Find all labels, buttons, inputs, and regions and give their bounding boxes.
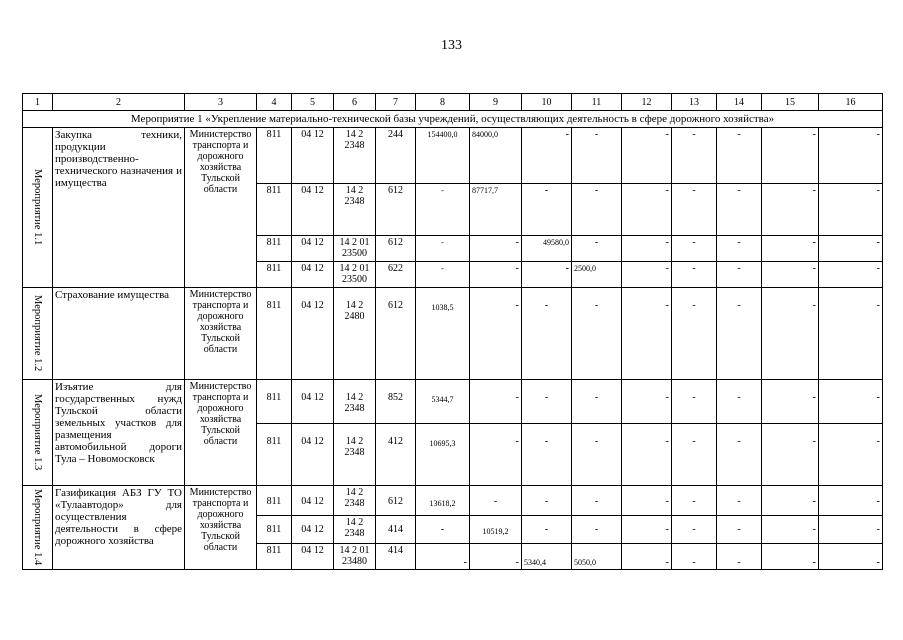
cell: 414	[376, 516, 416, 544]
cell: 14 2 01 23480	[334, 544, 376, 570]
cell: -	[819, 544, 883, 570]
measure-label: Мероприятие 1.1	[23, 128, 53, 288]
col-header: 10	[522, 94, 572, 111]
cell: -	[416, 236, 470, 262]
measure-name: Изъятие для государственных нужд Тульской области земельных участков для размещения автомобильной дороги Тула – Новомосковск	[53, 380, 185, 486]
cell: 10695,3	[416, 424, 470, 486]
cell: -	[622, 486, 672, 516]
cell: 414	[376, 544, 416, 570]
page-number: 133	[441, 38, 462, 53]
cell: -	[470, 424, 522, 486]
cell: -	[717, 516, 762, 544]
cell: -	[522, 288, 572, 380]
cell: -	[717, 424, 762, 486]
col-header: 15	[762, 94, 819, 111]
cell: 811	[257, 236, 292, 262]
cell: -	[819, 380, 883, 424]
measure-label: Мероприятие 1.3	[23, 380, 53, 486]
cell: -	[572, 424, 622, 486]
cell: -	[717, 262, 762, 288]
cell: 13618,2	[416, 486, 470, 516]
responsible-org: Министерство транспорта и дорожного хозяйства Тульской области	[185, 380, 257, 486]
cell: 14 2 2480	[334, 288, 376, 380]
table-row	[23, 128, 883, 184]
cell: 14 2 2348	[334, 184, 376, 236]
cell: -	[762, 544, 819, 570]
col-header: 4	[257, 94, 292, 111]
cell: -	[622, 128, 672, 184]
cell: -	[470, 236, 522, 262]
cell: -	[572, 486, 622, 516]
cell: 14 2 2348	[334, 128, 376, 184]
cell: -	[762, 128, 819, 184]
cell: -	[522, 380, 572, 424]
header-row	[23, 94, 883, 111]
cell: -	[717, 544, 762, 570]
col-header: 6	[334, 94, 376, 111]
cell: -	[622, 380, 672, 424]
cell: -	[672, 380, 717, 424]
cell: -	[470, 380, 522, 424]
cell: -	[762, 288, 819, 380]
cell: -	[762, 516, 819, 544]
col-header: 14	[717, 94, 762, 111]
cell: -	[717, 184, 762, 236]
cell: -	[416, 516, 470, 544]
cell: 14 2 01 23500	[334, 262, 376, 288]
col-header: 2	[53, 94, 185, 111]
cell: -	[522, 262, 572, 288]
cell: 04 12	[292, 380, 334, 424]
cell: -	[522, 184, 572, 236]
col-header: 3	[185, 94, 257, 111]
cell: 244	[376, 128, 416, 184]
responsible-org: Министерство транспорта и дорожного хозяйства Тульской области	[185, 288, 257, 380]
cell: 10519,2	[470, 516, 522, 544]
cell: -	[717, 288, 762, 380]
cell: 412	[376, 424, 416, 486]
cell: -	[672, 486, 717, 516]
cell: -	[622, 516, 672, 544]
col-header: 1	[23, 94, 53, 111]
table-row	[23, 380, 883, 424]
cell: 811	[257, 288, 292, 380]
cell: 04 12	[292, 544, 334, 570]
responsible-org: Министерство транспорта и дорожного хозяйства Тульской области	[185, 128, 257, 288]
cell: -	[522, 486, 572, 516]
cell: 811	[257, 184, 292, 236]
cell: -	[572, 516, 622, 544]
cell: 811	[257, 128, 292, 184]
cell: 852	[376, 380, 416, 424]
cell: 154400,0	[416, 128, 470, 184]
cell: -	[672, 184, 717, 236]
col-header: 16	[819, 94, 883, 111]
table-row	[23, 486, 883, 516]
cell: 5050,0	[572, 544, 622, 570]
cell: 84000,0	[470, 128, 522, 184]
cell: -	[819, 424, 883, 486]
measure-name: Газификация АБЗ ГУ ТО «Тулаавтодор» для осуществления деятельности в сфере дорожного хозяйства	[53, 486, 185, 570]
cell: 811	[257, 262, 292, 288]
cell: -	[622, 262, 672, 288]
cell: 612	[376, 288, 416, 380]
table-row	[23, 288, 883, 380]
cell: -	[416, 262, 470, 288]
col-header: 8	[416, 94, 470, 111]
cell: 04 12	[292, 262, 334, 288]
cell: 811	[257, 380, 292, 424]
col-header: 7	[376, 94, 416, 111]
cell: 04 12	[292, 516, 334, 544]
cell: -	[819, 128, 883, 184]
cell: 811	[257, 424, 292, 486]
col-header: 13	[672, 94, 717, 111]
cell: -	[470, 288, 522, 380]
measure-label: Мероприятие 1.4	[23, 486, 53, 570]
cell: -	[819, 262, 883, 288]
cell: -	[572, 184, 622, 236]
cell: 14 2 2348	[334, 380, 376, 424]
cell: -	[672, 262, 717, 288]
cell: -	[819, 516, 883, 544]
cell: -	[762, 236, 819, 262]
cell: -	[762, 486, 819, 516]
cell: -	[672, 516, 717, 544]
cell: -	[819, 184, 883, 236]
cell: 811	[257, 544, 292, 570]
cell: -	[572, 236, 622, 262]
cell: -	[819, 236, 883, 262]
cell: 2500,0	[572, 262, 622, 288]
cell: 811	[257, 486, 292, 516]
section-title: Мероприятие 1 «Укрепление материально-технической базы учреждений, осуществляющих деятельность в сфере дорожного хозяйства»	[23, 111, 883, 128]
measure-name: Закупка техники, продукции производственно-технического назначения и имущества	[53, 128, 185, 288]
cell: -	[717, 236, 762, 262]
cell: 04 12	[292, 184, 334, 236]
cell: -	[622, 236, 672, 262]
section-title-row	[23, 111, 883, 128]
cell: 04 12	[292, 486, 334, 516]
cell: 49580,0	[522, 236, 572, 262]
budget-table	[22, 93, 883, 570]
cell: -	[762, 380, 819, 424]
cell: 04 12	[292, 236, 334, 262]
cell: -	[672, 544, 717, 570]
col-header: 12	[622, 94, 672, 111]
cell: -	[522, 424, 572, 486]
cell: -	[762, 184, 819, 236]
cell: -	[672, 128, 717, 184]
cell: -	[470, 262, 522, 288]
cell: 14 2 2348	[334, 486, 376, 516]
responsible-org: Министерство транспорта и дорожного хозяйства Тульской области	[185, 486, 257, 570]
cell: -	[572, 380, 622, 424]
cell: -	[572, 128, 622, 184]
cell: -	[717, 128, 762, 184]
cell: -	[672, 424, 717, 486]
cell: 612	[376, 184, 416, 236]
cell: 87717,7	[470, 184, 522, 236]
cell: -	[717, 486, 762, 516]
col-header: 11	[572, 94, 622, 111]
cell: -	[470, 544, 522, 570]
cell: -	[762, 262, 819, 288]
cell: 14 2 2348	[334, 424, 376, 486]
cell: 612	[376, 236, 416, 262]
cell: -	[622, 288, 672, 380]
cell: -	[622, 544, 672, 570]
cell: 04 12	[292, 128, 334, 184]
cell: -	[672, 236, 717, 262]
cell: -	[717, 380, 762, 424]
cell: 1038,5	[416, 288, 470, 380]
cell: -	[470, 486, 522, 516]
cell: -	[672, 288, 717, 380]
cell: 5340,4	[522, 544, 572, 570]
cell: 14 2 01 23500	[334, 236, 376, 262]
cell: 5344,7	[416, 380, 470, 424]
cell: 14 2 2348	[334, 516, 376, 544]
cell: 612	[376, 486, 416, 516]
cell: -	[622, 184, 672, 236]
cell: 622	[376, 262, 416, 288]
cell: 04 12	[292, 288, 334, 380]
cell: -	[522, 516, 572, 544]
cell: 811	[257, 516, 292, 544]
cell: -	[416, 184, 470, 236]
cell: 04 12	[292, 424, 334, 486]
cell: -	[819, 288, 883, 380]
cell: -	[522, 128, 572, 184]
cell: -	[819, 486, 883, 516]
measure-name: Страхование имущества	[53, 288, 185, 380]
measure-label: Мероприятие 1.2	[23, 288, 53, 380]
col-header: 5	[292, 94, 334, 111]
cell: -	[622, 424, 672, 486]
cell: -	[572, 288, 622, 380]
cell: -	[416, 544, 470, 570]
cell: -	[762, 424, 819, 486]
col-header: 9	[470, 94, 522, 111]
